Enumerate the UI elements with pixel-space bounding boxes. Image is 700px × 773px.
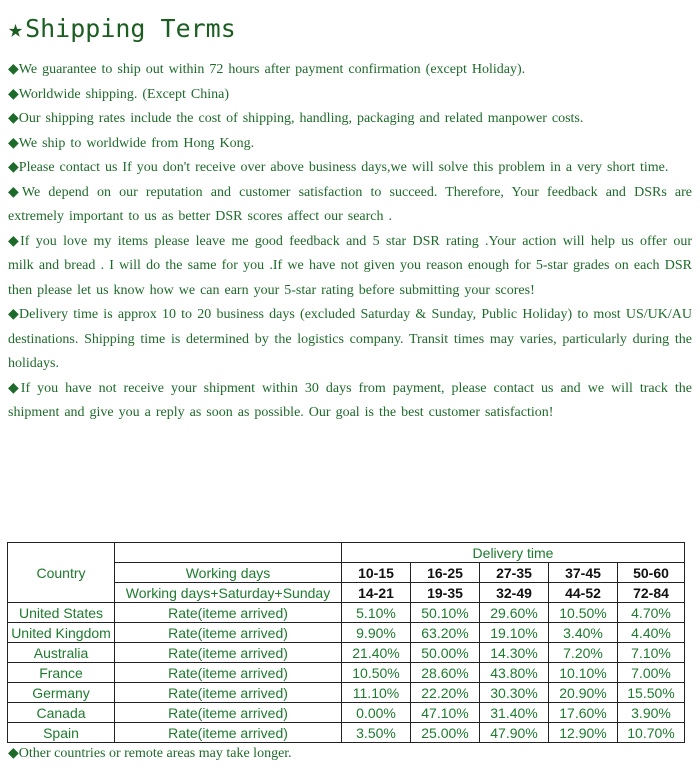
rate-cell: 3.90% <box>618 703 685 723</box>
term-item <box>8 132 692 157</box>
rate-cell: 9.90% <box>342 623 411 643</box>
term-item <box>8 83 692 108</box>
term-text: Please contact us If you don't receive over above business days,we will solve this problem in a very short time. <box>18 160 669 175</box>
diamond-bullet-icon: ◆ <box>8 111 19 126</box>
term-text: We depend on our reputation and customer satisfaction to succeed. Therefore, Your feedback and DSRs are extremely important to us as better DSR scores affect our search . <box>8 184 692 224</box>
working-days-range: 27-35 <box>480 563 549 583</box>
term-text: Our shipping rates include the cost of shipping, handling, packaging and related manpower costs. <box>18 111 584 126</box>
blank-header-cell <box>115 543 342 563</box>
country-cell: United Kingdom <box>8 623 115 643</box>
table-row <box>8 723 685 743</box>
diamond-bullet-icon: ◆ <box>8 233 21 249</box>
term-text: Worldwide shipping. (Except China) <box>18 86 230 102</box>
country-header: Country <box>8 543 115 603</box>
term-text: If you have not receive your shipment within 30 days from payment, please contact us and we will track the shipment and give you a reply as soon as possible. Our goal is the best customer satisfaction! <box>8 380 692 420</box>
table-row <box>8 603 685 623</box>
rate-cell: 20.90% <box>549 683 618 703</box>
rate-cell: 50.10% <box>411 603 480 623</box>
term-text: If you love my items please leave me good feedback and 5 star DSR rating .Your action will help us offer our milk and bread . I will do the same for you .If we have not given you reason enough for 5-star grades on each DSR then please let us know how we can earn your 5-star rating before submitting your scores! <box>8 233 692 298</box>
term-text: Delivery time is approx 10 to 20 business days (excluded Saturday & Sunday, Public Holiday) to most US/UK/AU destinations. Shipping time is determined by the logistics company. Transit times may varies, particularly during the holidays. <box>8 307 692 371</box>
diamond-bullet-icon: ◆ <box>8 184 22 200</box>
rate-cell: 12.90% <box>549 723 618 743</box>
rate-cell: 0.00% <box>342 703 411 723</box>
diamond-bullet-icon: ◆ <box>8 135 19 151</box>
country-cell: France <box>8 663 115 683</box>
rate-cell: 10.50% <box>549 603 618 623</box>
working-days-range: 16-25 <box>411 563 480 583</box>
table-header-row <box>8 543 685 563</box>
rate-cell: 10.10% <box>549 663 618 683</box>
rate-cell: 19.10% <box>480 623 549 643</box>
table-row <box>8 643 685 663</box>
country-cell: Canada <box>8 703 115 723</box>
rate-cell: 47.90% <box>480 723 549 743</box>
country-cell: Germany <box>8 683 115 703</box>
country-cell: United States <box>8 603 115 623</box>
rate-cell: 47.10% <box>411 703 480 723</box>
term-text: We ship to worldwide from Hong Kong. <box>18 135 255 151</box>
rate-label-cell: Rate(iteme arrived) <box>115 663 342 683</box>
rate-cell: 31.40% <box>480 703 549 723</box>
rate-label-cell: Rate(iteme arrived) <box>115 683 342 703</box>
rate-cell: 4.70% <box>618 603 685 623</box>
star-icon: ★ <box>8 14 24 43</box>
rate-label-cell: Rate(iteme arrived) <box>115 623 342 643</box>
rate-label-cell: Rate(iteme arrived) <box>115 643 342 663</box>
rate-cell: 3.50% <box>342 723 411 743</box>
working-days-sat-sun-label: Working days+Saturday+Sunday <box>115 583 342 603</box>
country-cell: Spain <box>8 723 115 743</box>
rate-cell: 63.20% <box>411 623 480 643</box>
term-item <box>8 58 692 83</box>
working-days-range: 10-15 <box>342 563 411 583</box>
working-days-label: Working days <box>115 563 342 583</box>
term-item <box>8 303 692 377</box>
calendar-days-range: 19-35 <box>411 583 480 603</box>
calendar-days-range: 72-84 <box>618 583 685 603</box>
rate-cell: 22.20% <box>411 683 480 703</box>
diamond-bullet-icon: ◆ <box>8 86 19 102</box>
table-row <box>8 663 685 683</box>
rate-cell: 3.40% <box>549 623 618 643</box>
term-item <box>8 230 692 304</box>
rate-cell: 21.40% <box>342 643 411 663</box>
diamond-bullet-icon: ◆ <box>8 160 19 175</box>
rate-cell: 10.50% <box>342 663 411 683</box>
delivery-time-header: Delivery time <box>342 543 685 563</box>
rate-cell: 7.20% <box>549 643 618 663</box>
calendar-days-range: 44-52 <box>549 583 618 603</box>
term-item <box>8 181 692 230</box>
diamond-bullet-icon: ◆ <box>8 307 19 322</box>
rate-cell: 14.30% <box>480 643 549 663</box>
rate-cell: 5.10% <box>342 603 411 623</box>
table-row <box>8 703 685 723</box>
term-item <box>8 377 692 426</box>
term-item <box>8 156 692 181</box>
rate-cell: 17.60% <box>549 703 618 723</box>
working-days-range: 50-60 <box>618 563 685 583</box>
diamond-bullet-icon: ◆ <box>8 380 21 396</box>
rate-cell: 10.70% <box>618 723 685 743</box>
rate-cell: 29.60% <box>480 603 549 623</box>
rate-cell: 25.00% <box>411 723 480 743</box>
rate-cell: 30.30% <box>480 683 549 703</box>
rate-cell: 7.10% <box>618 643 685 663</box>
page-title-text: Shipping Terms <box>25 14 236 43</box>
term-text: We guarantee to ship out within 72 hours after payment confirmation (except Holiday). <box>18 62 526 77</box>
table-row <box>8 623 685 643</box>
calendar-days-range: 14-21 <box>342 583 411 603</box>
rate-label-cell: Rate(iteme arrived) <box>115 703 342 723</box>
rate-label-cell: Rate(iteme arrived) <box>115 603 342 623</box>
rate-cell: 28.60% <box>411 663 480 683</box>
rate-cell: 11.10% <box>342 683 411 703</box>
footnote <box>8 745 292 762</box>
table-row <box>8 683 685 703</box>
rate-cell: 15.50% <box>618 683 685 703</box>
calendar-days-range: 32-49 <box>480 583 549 603</box>
rate-cell: 7.00% <box>618 663 685 683</box>
page-title <box>8 14 236 43</box>
term-item <box>8 107 692 132</box>
working-days-range: 37-45 <box>549 563 618 583</box>
footnote-text: Other countries or remote areas may take longer. <box>18 746 292 761</box>
country-cell: Australia <box>8 643 115 663</box>
delivery-rate-table <box>7 542 685 743</box>
shipping-terms-list <box>8 58 692 426</box>
diamond-bullet-icon: ◆ <box>8 746 19 761</box>
diamond-bullet-icon: ◆ <box>8 62 19 77</box>
rate-label-cell: Rate(iteme arrived) <box>115 723 342 743</box>
rate-cell: 4.40% <box>618 623 685 643</box>
rate-cell: 43.80% <box>480 663 549 683</box>
rate-cell: 50.00% <box>411 643 480 663</box>
